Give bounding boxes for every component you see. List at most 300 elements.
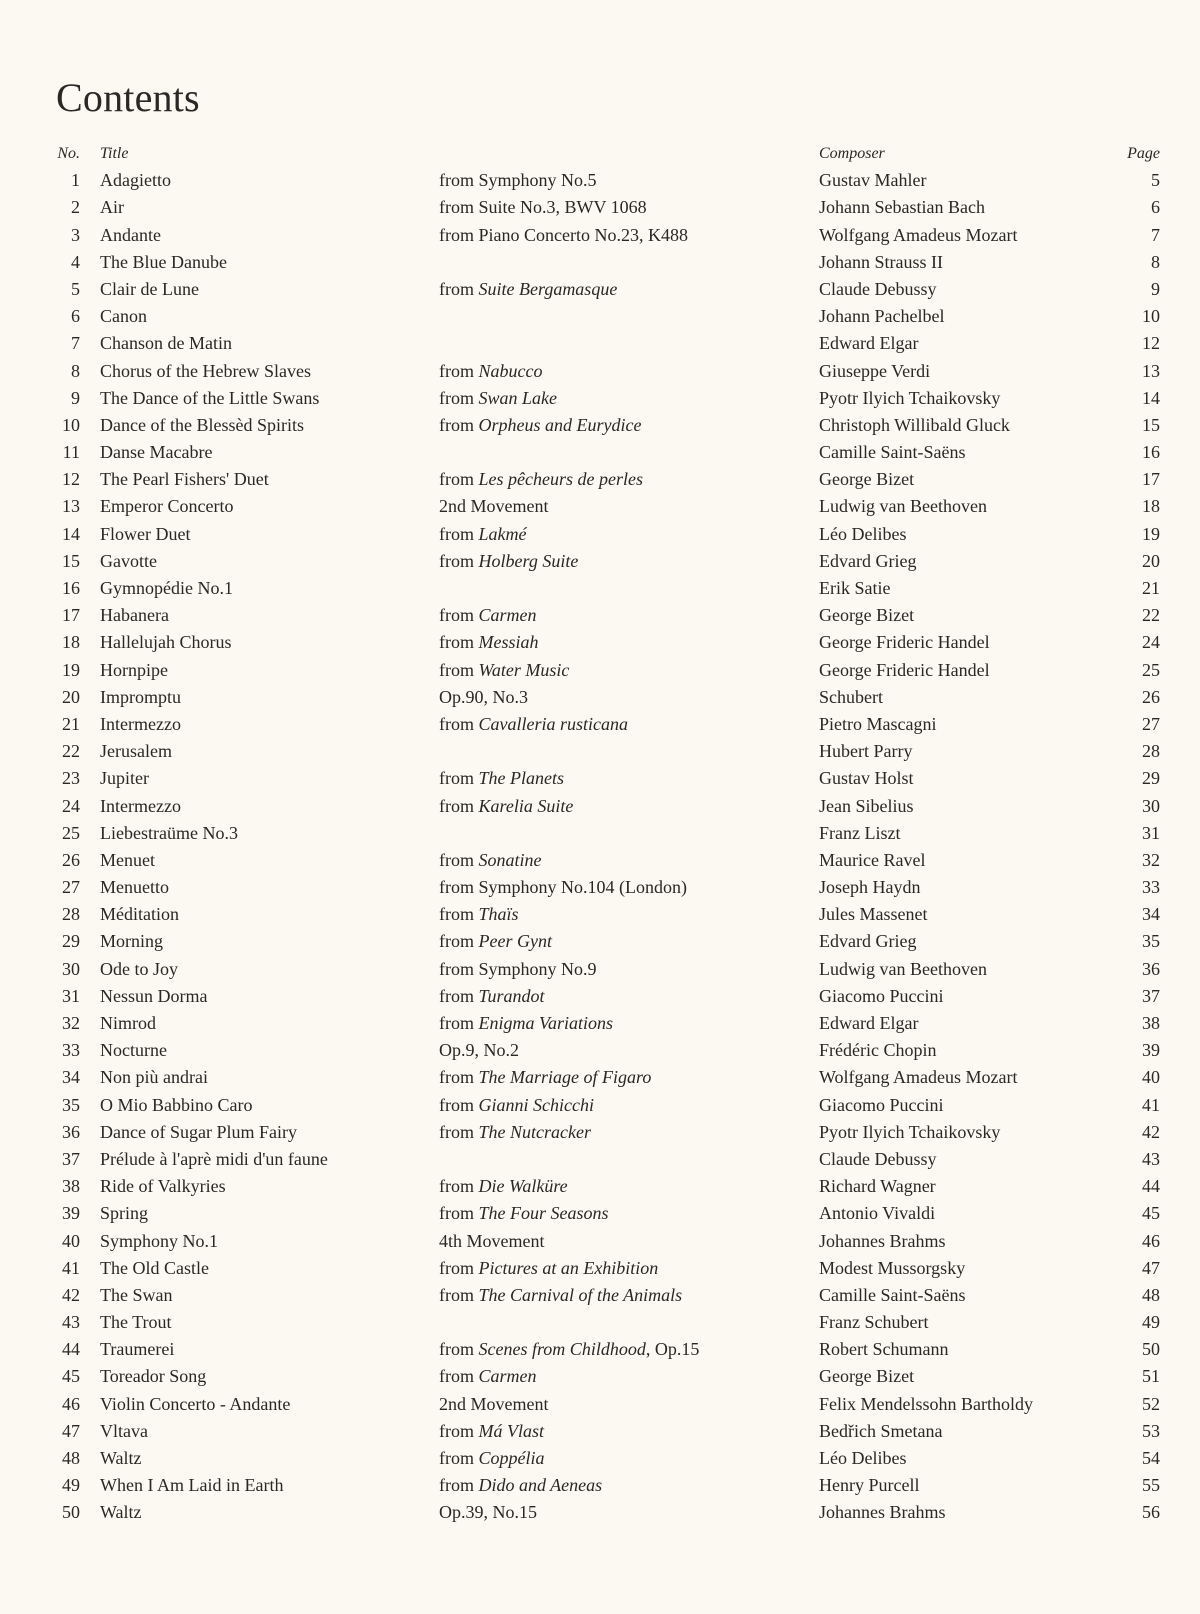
entry-composer: George Bizet bbox=[819, 605, 915, 626]
entry-page: 6 bbox=[1151, 197, 1160, 218]
entry-title: Toreador Song bbox=[100, 1366, 207, 1387]
table-row bbox=[0, 167, 1200, 194]
source-work: Lakmé bbox=[478, 523, 527, 544]
entry-page: 17 bbox=[1142, 469, 1160, 490]
entry-page: 51 bbox=[1142, 1366, 1160, 1387]
entry-number: 39 bbox=[62, 1203, 80, 1224]
entry-number: 2 bbox=[71, 197, 80, 218]
entry-page: 33 bbox=[1142, 877, 1160, 898]
entry-number: 41 bbox=[62, 1257, 80, 1278]
entry-composer: Johann Sebastian Bach bbox=[819, 197, 985, 218]
entry-composer: Camille Saint-Saëns bbox=[819, 442, 966, 463]
table-row bbox=[0, 956, 1200, 983]
entry-composer: Johann Pachelbel bbox=[819, 306, 945, 327]
entry-source bbox=[439, 1336, 699, 1363]
entry-page: 38 bbox=[1142, 1013, 1160, 1033]
entry-page: 28 bbox=[1142, 741, 1160, 762]
table-row bbox=[0, 793, 1200, 820]
source-prefix: from bbox=[439, 632, 479, 653]
entry-title: The Pearl Fishers' Duet bbox=[100, 469, 269, 490]
entry-source bbox=[439, 1064, 651, 1091]
entry-composer: Franz Liszt bbox=[819, 822, 901, 843]
source-work: Carmen bbox=[478, 1366, 537, 1387]
entry-title: Waltz bbox=[100, 1448, 142, 1468]
source-prefix: from bbox=[439, 1475, 479, 1496]
entry-title: When I Am Laid in Earth bbox=[100, 1475, 284, 1496]
entry-composer: Wolfgang Amadeus Mozart bbox=[819, 1067, 1018, 1088]
entry-title: The Dance of the Little Swans bbox=[100, 387, 320, 408]
source-prefix: from bbox=[439, 904, 479, 925]
entry-title: Impromptu bbox=[100, 686, 181, 707]
entry-page: 42 bbox=[1142, 1121, 1160, 1142]
entry-page: 19 bbox=[1142, 523, 1160, 544]
entry-title: Violin Concerto - Andante bbox=[100, 1393, 291, 1414]
source-work: Turandot bbox=[478, 985, 545, 1006]
table-row bbox=[0, 194, 1200, 221]
entry-page: 47 bbox=[1142, 1257, 1160, 1278]
entry-number: 24 bbox=[62, 795, 80, 816]
entry-composer: Johann Strauss II bbox=[819, 251, 943, 272]
entry-composer: Joseph Haydn bbox=[819, 877, 921, 898]
table-row bbox=[0, 1282, 1200, 1309]
entry-composer: Antonio Vivaldi bbox=[819, 1203, 936, 1224]
entry-page: 37 bbox=[1142, 985, 1160, 1006]
source-work: Water Music bbox=[478, 659, 570, 680]
entry-title: Hallelujah Chorus bbox=[100, 632, 232, 653]
table-row bbox=[0, 330, 1200, 357]
entry-title: The Trout bbox=[100, 1312, 172, 1333]
entry-number: 30 bbox=[62, 958, 80, 979]
entry-title: Liebestraüme No.3 bbox=[100, 822, 238, 843]
table-row bbox=[0, 1391, 1200, 1418]
entry-page: 15 bbox=[1142, 414, 1160, 435]
table-row bbox=[0, 684, 1200, 711]
source-work: Scenes from Childhood bbox=[478, 1339, 646, 1360]
entry-composer: Schubert bbox=[819, 686, 883, 707]
entry-composer: Bedřich Smetana bbox=[819, 1420, 943, 1441]
entry-source bbox=[439, 1119, 591, 1146]
source-work: Pictures at an Exhibition bbox=[478, 1257, 659, 1278]
source-work: The Four Seasons bbox=[478, 1203, 609, 1224]
source-work: Sonatine bbox=[478, 849, 542, 870]
entry-composer: Edward Elgar bbox=[819, 1013, 919, 1033]
table-row bbox=[0, 548, 1200, 575]
table-row bbox=[0, 1255, 1200, 1282]
entry-composer: Edvard Grieg bbox=[819, 550, 917, 571]
table-row bbox=[0, 412, 1200, 439]
entry-page: 18 bbox=[1142, 496, 1160, 517]
source-prefix: from bbox=[439, 1448, 479, 1468]
entry-title: The Swan bbox=[100, 1284, 173, 1305]
entry-source bbox=[439, 983, 545, 1010]
entry-page: 9 bbox=[1151, 278, 1160, 299]
entry-number: 15 bbox=[62, 550, 80, 571]
entry-source bbox=[439, 1010, 613, 1037]
source-prefix: from Symphony No.9 bbox=[439, 958, 597, 979]
source-prefix: from bbox=[439, 1094, 479, 1115]
table-row bbox=[0, 983, 1200, 1010]
entry-composer: Johannes Brahms bbox=[819, 1502, 946, 1523]
entry-title: Chorus of the Hebrew Slaves bbox=[100, 360, 311, 381]
table-row bbox=[0, 222, 1200, 249]
entry-source bbox=[439, 1499, 537, 1526]
table-row bbox=[0, 711, 1200, 738]
table-row bbox=[0, 575, 1200, 602]
entry-source bbox=[439, 1092, 594, 1119]
entry-composer: Erik Satie bbox=[819, 578, 891, 598]
entry-composer: Frédéric Chopin bbox=[819, 1040, 937, 1061]
table-row bbox=[0, 820, 1200, 847]
source-work: Dido and Aeneas bbox=[478, 1475, 603, 1496]
table-row bbox=[0, 874, 1200, 901]
source-work: Die Walküre bbox=[478, 1176, 568, 1197]
source-prefix: from Piano Concerto No.23, K488 bbox=[439, 224, 688, 245]
source-work: Orpheus and Eurydice bbox=[478, 414, 642, 435]
entry-source bbox=[439, 194, 647, 221]
source-prefix: from bbox=[439, 1176, 479, 1197]
table-row bbox=[0, 466, 1200, 493]
entry-number: 5 bbox=[71, 278, 80, 299]
entry-page: 56 bbox=[1142, 1502, 1160, 1523]
entry-source bbox=[439, 1418, 544, 1445]
entry-composer: George Frideric Handel bbox=[819, 659, 990, 680]
entry-page: 55 bbox=[1142, 1475, 1160, 1496]
entry-number: 11 bbox=[62, 442, 80, 463]
entry-number: 27 bbox=[62, 877, 80, 898]
entry-composer: Claude Debussy bbox=[819, 1148, 937, 1169]
entry-title: Dance of Sugar Plum Fairy bbox=[100, 1121, 297, 1142]
entry-number: 50 bbox=[62, 1502, 80, 1523]
table-row bbox=[0, 1445, 1200, 1472]
source-work: Coppélia bbox=[478, 1448, 545, 1468]
entry-number: 23 bbox=[62, 768, 80, 789]
entry-composer: Johannes Brahms bbox=[819, 1230, 946, 1251]
table-row bbox=[0, 765, 1200, 792]
source-suffix: , Op.15 bbox=[645, 1339, 700, 1360]
entry-page: 10 bbox=[1142, 306, 1160, 327]
entry-source bbox=[439, 1391, 549, 1418]
entry-title: Intermezzo bbox=[100, 713, 181, 734]
entry-page: 8 bbox=[1151, 251, 1160, 272]
table-row bbox=[0, 303, 1200, 330]
entry-title: Andante bbox=[100, 224, 161, 245]
entry-composer: Henry Purcell bbox=[819, 1475, 920, 1496]
entry-number: 29 bbox=[62, 931, 80, 952]
contents-table bbox=[0, 140, 1200, 1527]
source-prefix: from bbox=[439, 605, 479, 626]
entry-title: Nessun Dorma bbox=[100, 985, 208, 1006]
table-row bbox=[0, 1037, 1200, 1064]
entry-page: 12 bbox=[1142, 333, 1160, 354]
source-work: Swan Lake bbox=[478, 387, 557, 408]
entry-number: 47 bbox=[62, 1420, 80, 1441]
entry-number: 34 bbox=[62, 1067, 80, 1088]
entry-title: Air bbox=[100, 197, 124, 218]
source-prefix: 2nd Movement bbox=[439, 1393, 549, 1414]
entry-page: 27 bbox=[1142, 713, 1160, 734]
table-row bbox=[0, 1309, 1200, 1336]
entry-title: Habanera bbox=[100, 605, 169, 626]
entry-title: Vltava bbox=[100, 1420, 148, 1441]
entry-title: Clair de Lune bbox=[100, 278, 199, 299]
table-row bbox=[0, 1228, 1200, 1255]
entry-page: 14 bbox=[1142, 387, 1160, 408]
entry-title: Nimrod bbox=[100, 1013, 156, 1033]
entry-source bbox=[439, 657, 569, 684]
entry-number: 32 bbox=[62, 1013, 80, 1033]
table-row bbox=[0, 629, 1200, 656]
source-prefix: from bbox=[439, 795, 479, 816]
header-composer: Composer bbox=[819, 145, 885, 162]
source-work: The Planets bbox=[478, 768, 564, 789]
entry-number: 3 bbox=[71, 224, 80, 245]
entry-number: 25 bbox=[62, 822, 80, 843]
table-row bbox=[0, 657, 1200, 684]
entry-source bbox=[439, 1363, 537, 1390]
entry-source bbox=[439, 1255, 658, 1282]
entry-number: 43 bbox=[62, 1312, 80, 1333]
source-prefix: from bbox=[439, 1067, 479, 1088]
entry-number: 1 bbox=[71, 170, 80, 191]
source-prefix: Op.9, No.2 bbox=[439, 1040, 519, 1061]
entry-page: 45 bbox=[1142, 1203, 1160, 1224]
entry-title: Canon bbox=[100, 306, 147, 327]
entry-page: 7 bbox=[1151, 224, 1160, 245]
entry-page: 53 bbox=[1142, 1420, 1160, 1441]
table-row bbox=[0, 493, 1200, 520]
entry-composer: Claude Debussy bbox=[819, 278, 937, 299]
entry-page: 32 bbox=[1142, 849, 1160, 870]
entry-page: 25 bbox=[1142, 659, 1160, 680]
table-row bbox=[0, 1010, 1200, 1037]
entry-composer: Léo Delibes bbox=[819, 523, 907, 544]
entry-number: 22 bbox=[62, 741, 80, 762]
entry-number: 28 bbox=[62, 904, 80, 925]
table-row bbox=[0, 1092, 1200, 1119]
source-prefix: from bbox=[439, 414, 479, 435]
source-prefix: from Symphony No.5 bbox=[439, 170, 597, 191]
source-work: Les pêcheurs de perles bbox=[478, 469, 643, 490]
entry-composer: Richard Wagner bbox=[819, 1176, 936, 1197]
entry-composer: Edward Elgar bbox=[819, 333, 919, 354]
entry-composer: George Frideric Handel bbox=[819, 632, 990, 653]
table-row bbox=[0, 521, 1200, 548]
source-work: Gianni Schicchi bbox=[478, 1094, 594, 1115]
entry-source bbox=[439, 276, 617, 303]
entry-source bbox=[439, 385, 557, 412]
entry-source bbox=[439, 901, 519, 928]
entry-title: Ode to Joy bbox=[100, 958, 178, 979]
entry-number: 10 bbox=[62, 414, 80, 435]
table-row bbox=[0, 385, 1200, 412]
entry-number: 36 bbox=[62, 1121, 80, 1142]
entry-source bbox=[439, 412, 641, 439]
source-prefix: Op.39, No.15 bbox=[439, 1502, 537, 1523]
table-row bbox=[0, 1336, 1200, 1363]
entry-title: Gavotte bbox=[100, 550, 157, 571]
source-prefix: from bbox=[439, 1339, 479, 1360]
entry-page: 35 bbox=[1142, 931, 1160, 952]
source-prefix: from bbox=[439, 849, 479, 870]
entry-composer: Pietro Mascagni bbox=[819, 713, 937, 734]
table-row bbox=[0, 1418, 1200, 1445]
table-row bbox=[0, 901, 1200, 928]
entry-source bbox=[439, 874, 687, 901]
entry-page: 41 bbox=[1142, 1094, 1160, 1115]
entry-page: 20 bbox=[1142, 550, 1160, 571]
entry-page: 52 bbox=[1142, 1393, 1160, 1414]
entry-source bbox=[439, 466, 643, 493]
entry-source bbox=[439, 793, 573, 820]
entry-composer: Robert Schumann bbox=[819, 1339, 949, 1360]
source-work: Thaïs bbox=[478, 904, 519, 925]
entry-source bbox=[439, 1228, 545, 1255]
entry-number: 45 bbox=[62, 1366, 80, 1387]
table-row bbox=[0, 928, 1200, 955]
entry-title: Jerusalem bbox=[100, 741, 172, 762]
entry-title: Emperor Concerto bbox=[100, 496, 234, 517]
source-prefix: from bbox=[439, 278, 479, 299]
entry-source bbox=[439, 765, 564, 792]
source-work: Peer Gynt bbox=[478, 931, 552, 952]
entry-title: Intermezzo bbox=[100, 795, 181, 816]
entry-title: Spring bbox=[100, 1203, 149, 1224]
table-row bbox=[0, 1173, 1200, 1200]
entry-page: 30 bbox=[1142, 795, 1160, 816]
entry-page: 40 bbox=[1142, 1067, 1160, 1088]
entry-title: Méditation bbox=[100, 904, 179, 925]
entry-page: 22 bbox=[1142, 605, 1160, 626]
table-row bbox=[0, 1499, 1200, 1526]
entry-page: 5 bbox=[1151, 170, 1160, 191]
entry-page: 13 bbox=[1142, 360, 1160, 381]
table-row bbox=[0, 1363, 1200, 1390]
source-prefix: from bbox=[439, 1420, 479, 1441]
entry-composer: Ludwig van Beethoven bbox=[819, 958, 987, 979]
table-row bbox=[0, 249, 1200, 276]
entry-page: 24 bbox=[1142, 632, 1160, 653]
entry-title: O Mio Babbino Caro bbox=[100, 1094, 253, 1115]
entry-composer: Gustav Mahler bbox=[819, 170, 927, 191]
source-work: Suite Bergamasque bbox=[478, 278, 618, 299]
entry-title: Menuetto bbox=[100, 877, 169, 898]
entry-page: 43 bbox=[1142, 1148, 1160, 1169]
entry-title: Dance of the Blessèd Spirits bbox=[100, 414, 304, 435]
entry-page: 29 bbox=[1142, 768, 1160, 789]
entry-composer: Pyotr Ilyich Tchaikovsky bbox=[819, 387, 1001, 408]
source-work: Messiah bbox=[478, 632, 539, 653]
entry-composer: Jules Massenet bbox=[819, 904, 928, 925]
source-prefix: from bbox=[439, 469, 479, 490]
entry-page: 50 bbox=[1142, 1339, 1160, 1360]
source-work: Carmen bbox=[478, 605, 537, 626]
entry-number: 13 bbox=[62, 496, 80, 517]
entry-composer: Giuseppe Verdi bbox=[819, 360, 931, 381]
entry-composer: Modest Mussorgsky bbox=[819, 1257, 966, 1278]
source-prefix: 4th Movement bbox=[439, 1230, 545, 1251]
source-prefix: from bbox=[439, 523, 479, 544]
entry-number: 33 bbox=[62, 1040, 80, 1061]
entry-source bbox=[439, 358, 542, 385]
entry-composer: Léo Delibes bbox=[819, 1448, 907, 1468]
entry-composer: George Bizet bbox=[819, 1366, 915, 1387]
entry-source bbox=[439, 222, 688, 249]
entry-page: 34 bbox=[1142, 904, 1160, 925]
entry-composer: Franz Schubert bbox=[819, 1312, 929, 1333]
entry-number: 46 bbox=[62, 1393, 80, 1414]
source-work: The Marriage of Figaro bbox=[478, 1067, 652, 1088]
source-prefix: from bbox=[439, 931, 479, 952]
entry-source bbox=[439, 1200, 609, 1227]
source-prefix: from bbox=[439, 1257, 479, 1278]
source-prefix: from bbox=[439, 1203, 479, 1224]
table-row bbox=[0, 276, 1200, 303]
source-work: Cavalleria rusticana bbox=[478, 713, 628, 734]
entry-number: 49 bbox=[62, 1475, 80, 1496]
entry-source bbox=[439, 956, 597, 983]
entry-page: 48 bbox=[1142, 1284, 1160, 1305]
entry-source bbox=[439, 629, 539, 656]
entry-composer: Wolfgang Amadeus Mozart bbox=[819, 224, 1018, 245]
entry-title: Nocturne bbox=[100, 1040, 167, 1061]
entry-number: 42 bbox=[62, 1284, 80, 1305]
table-row bbox=[0, 1472, 1200, 1499]
source-prefix: from Suite No.3, BWV 1068 bbox=[439, 197, 647, 218]
entry-composer: Hubert Parry bbox=[819, 741, 913, 762]
entry-composer: Ludwig van Beethoven bbox=[819, 496, 987, 517]
entry-number: 4 bbox=[71, 251, 80, 272]
entry-title: Menuet bbox=[100, 849, 155, 870]
entry-title: Ride of Valkyries bbox=[100, 1176, 226, 1197]
entry-source bbox=[439, 684, 528, 711]
entry-page: 46 bbox=[1142, 1230, 1160, 1251]
entry-source bbox=[439, 1037, 519, 1064]
source-prefix: from bbox=[439, 713, 479, 734]
entry-composer: Giacomo Puccini bbox=[819, 985, 944, 1006]
entry-page: 21 bbox=[1142, 578, 1160, 598]
entry-page: 39 bbox=[1142, 1040, 1160, 1061]
entry-source bbox=[439, 521, 527, 548]
entry-page: 44 bbox=[1142, 1176, 1160, 1197]
entry-title: The Old Castle bbox=[100, 1257, 209, 1278]
entry-source bbox=[439, 1445, 545, 1472]
source-prefix: from bbox=[439, 550, 479, 571]
entry-number: 44 bbox=[62, 1339, 80, 1360]
entry-title: Waltz bbox=[100, 1502, 142, 1523]
entry-source bbox=[439, 548, 578, 575]
entry-number: 31 bbox=[62, 985, 80, 1006]
entry-title: Non più andrai bbox=[100, 1067, 208, 1088]
header-title: Title bbox=[100, 145, 129, 162]
entry-page: 54 bbox=[1142, 1448, 1160, 1468]
header-no: No. bbox=[57, 145, 80, 162]
entry-composer: Felix Mendelssohn Bartholdy bbox=[819, 1393, 1033, 1414]
source-prefix: from bbox=[439, 1366, 479, 1387]
source-prefix: Op.90, No.3 bbox=[439, 686, 528, 707]
table-row bbox=[0, 1119, 1200, 1146]
entry-source bbox=[439, 711, 628, 738]
table-row bbox=[0, 439, 1200, 466]
source-prefix: from bbox=[439, 985, 479, 1006]
entry-title: Hornpipe bbox=[100, 659, 168, 680]
entry-page: 49 bbox=[1142, 1312, 1160, 1333]
header-row bbox=[0, 140, 1200, 167]
table-row bbox=[0, 1200, 1200, 1227]
entry-source bbox=[439, 602, 537, 629]
entry-number: 6 bbox=[71, 306, 80, 327]
entry-composer: Gustav Holst bbox=[819, 768, 914, 789]
entry-title: The Blue Danube bbox=[100, 251, 227, 272]
